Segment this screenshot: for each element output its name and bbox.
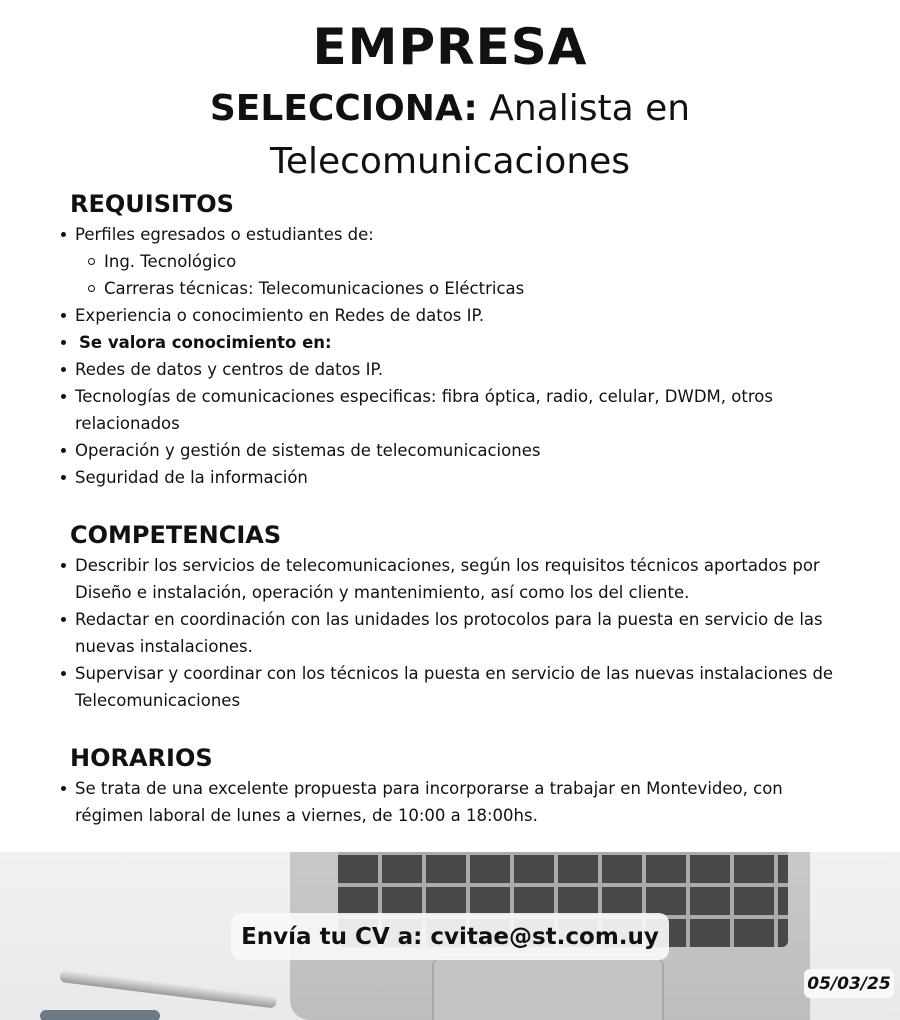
- list-item: Describir los servicios de telecomunicaciones, según los requisitos técnicos aportados por Diseño e instalación, operación y mantenimiento, así como los del cliente.: [75, 552, 900, 606]
- company-title: EMPRESA: [312, 18, 588, 76]
- list-item: Redactar en coordinación con las unidades los protocolos para la puesta en servicio de las nuevas instalaciones.: [75, 606, 900, 660]
- position-title: Analista en Telecomunicaciones: [269, 88, 691, 182]
- selecciona-label: SELECCIONA:: [209, 88, 478, 129]
- date-label: 05/03/25: [804, 969, 894, 998]
- competencias-heading: COMPETENCIAS: [70, 521, 282, 549]
- list-item: Perfiles egresados o estudiantes de: Ing. Tecnológico Carreras técnicas: Telecomunicaciones o Eléctricas: [75, 221, 900, 302]
- list-item: Seguridad de la información: [75, 464, 900, 491]
- list-item: Operación y gestión de sistemas de telecomunicaciones: [75, 437, 900, 464]
- list-item: Supervisar y coordinar con los técnicos la puesta en servicio de las nuevas instalaciones de Telecomunicaciones: [75, 660, 900, 714]
- sub-list: [75, 248, 842, 302]
- sub-list-item: Ing. Tecnológico: [104, 248, 842, 275]
- list-item: Tecnologías de comunicaciones especificas: fibra óptica, radio, celular, DWDM, otros relacionados: [75, 383, 900, 437]
- list-item: Redes de datos y centros de datos IP.: [75, 356, 900, 383]
- horarios-list: [0, 775, 900, 829]
- trackpad-image: [432, 956, 664, 1020]
- position-subtitle: [150, 82, 750, 188]
- horarios-section: [0, 743, 900, 829]
- horarios-heading: HORARIOS: [70, 744, 213, 772]
- requisitos-list: [0, 221, 900, 491]
- pen-image: [40, 1010, 160, 1020]
- requisitos-section: [0, 189, 900, 491]
- list-item-emphasis: Se valora conocimiento en:: [75, 329, 900, 356]
- pen-image: [59, 970, 277, 1008]
- sub-list-item: Carreras técnicas: Telecomunicaciones o Eléctricas: [104, 275, 842, 302]
- list-item: Se trata de una excelente propuesta para incorporarse a trabajar en Montevideo, con régimen laboral de lunes a viernes, de 10:00 a 18:00hs.: [75, 775, 900, 829]
- competencias-section: [0, 520, 900, 714]
- list-item: Experiencia o conocimiento en Redes de datos IP.: [75, 302, 900, 329]
- cv-contact-label: Envía tu CV a: cvitae@st.com.uy: [231, 913, 669, 960]
- requisitos-heading: REQUISITOS: [70, 190, 234, 218]
- footer-photo-banner: [0, 852, 900, 1020]
- competencias-list: [0, 552, 900, 714]
